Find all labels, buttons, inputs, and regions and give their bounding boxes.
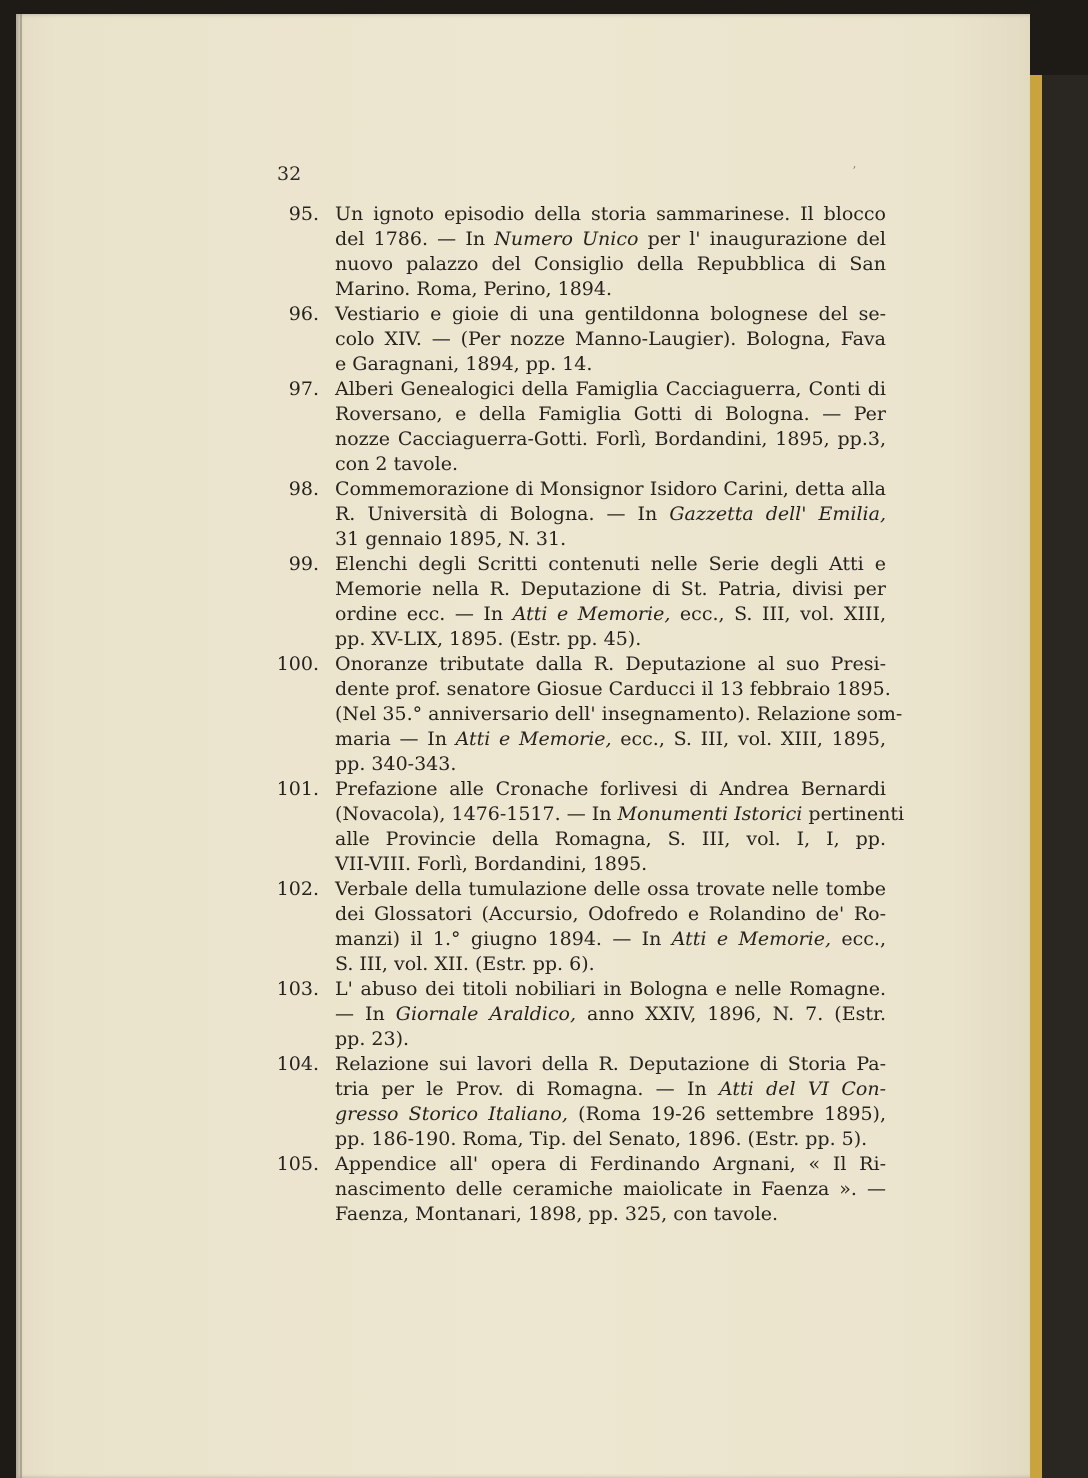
italic-title: Monumenti Istorici [617,803,803,825]
line-text: e Garagnani, 1894, pp. 14. [335,353,593,375]
entry-line [335,1052,886,1077]
entry-number: 98. [288,478,319,500]
bibliography-entry [258,377,886,477]
entry-line [335,402,886,427]
entry-number: 102. [276,878,319,900]
entry-line [335,352,886,377]
bibliography-entry [258,1152,886,1227]
line-text: nuovo palazzo del Consiglio della Repubblica di San [335,253,886,275]
line-text: Faenza, Montanari, 1898, pp. 325, con tavole. [335,1203,779,1225]
bibliography-entry [258,777,905,877]
entry-line [335,1102,886,1127]
background-edge [1042,75,1088,1478]
entry-line [335,877,886,902]
line-text: alle Provincie della Romagna, S. III, vol. I, I, pp. [335,828,886,850]
italic-title: Atti e Memorie, [455,728,612,750]
entry-line [335,427,886,452]
line-text: R. Università di Bologna. — In [335,503,670,525]
line-text: (Roma 19-26 settembre 1895), [567,1103,886,1125]
entry-line [335,502,886,527]
line-text: Prefazione alle Cronache forlivesi di Andrea Bernardi [335,778,886,800]
line-text: Marino. Roma, Perino, 1894. [335,278,613,300]
line-text: Appendice all' opera di Ferdinando Argnani, « Il Ri- [335,1153,886,1175]
entry-number: 104. [276,1053,319,1075]
entry-line [335,852,886,877]
entry-line [335,577,886,602]
entry-line [335,552,886,577]
line-text: Commemorazione di Monsignor Isidoro Carini, detta alla [335,478,886,500]
bibliography-list [258,202,905,1227]
line-text: Un ignoto episodio della storia sammarinese. Il blocco [335,203,886,225]
entry-line [335,752,886,777]
line-text: (Nel 35.° anniversario dell' insegnamento). Relazione som- [335,703,903,725]
binding-line [20,14,22,1478]
italic-title: Numero Unico [494,228,639,250]
entry-line [335,1027,886,1052]
entry-line [335,652,886,677]
entry-line [335,627,886,652]
stray-mark: ʼ [852,164,856,178]
line-text: Onoranze tributate dalla R. Deputazione al suo Presi- [335,653,886,675]
line-text: Roversano, e della Famiglia Gotti di Bologna. — Per [335,403,886,425]
entry-line [335,977,886,1002]
bibliography-entry [258,652,903,777]
italic-title: Gazzetta dell' Emilia, [669,503,886,525]
entry-number: 99. [288,553,319,575]
entry-line [335,477,886,502]
bibliography-entry [258,202,886,302]
page-number: 32 [277,163,302,185]
line-text: pp. XV-LIX, 1895. (Estr. pp. 45). [335,628,642,650]
bibliography-entry [258,1052,886,1152]
italic-title: Atti del VI Con- [719,1078,886,1100]
line-text: 31 gennaio 1895, N. 31. [335,528,567,550]
italic-title: Atti e Memorie, [512,603,671,625]
entry-number: 96. [288,303,319,325]
bibliography-entry [258,477,886,552]
line-text: Verbale della tumulazione delle ossa trovate nelle tombe [335,878,886,900]
entry-line [335,252,886,277]
entry-line [335,702,903,727]
line-text: (Novacola), 1476-1517. — In [335,803,618,825]
line-text: Vestiario e gioie di una gentildonna bolognese del se- [335,303,886,325]
line-text: ecc., S. III, vol. XIII, 1895, [611,728,887,750]
line-text: VII-VIII. Forlì, Bordandini, 1895. [335,853,648,875]
entry-line [335,927,886,952]
entry-line [335,1077,886,1102]
entry-line [335,227,886,252]
line-text: ecc., [831,928,887,950]
bibliography-entry [258,977,886,1052]
entry-line [335,1127,886,1152]
line-text: tria per le Prov. di Romagna. — In [335,1078,720,1100]
entry-line [335,727,886,752]
italic-title: gresso Storico Italiano, [335,1103,568,1125]
line-text: ordine ecc. — In [335,603,513,625]
line-text: pp. 186-190. Roma, Tip. del Senato, 1896. (Estr. pp. 5). [335,1128,868,1150]
italic-title: Giornale Araldico, [395,1003,577,1025]
line-text: per l' inaugurazione del [638,228,887,250]
entry-number: 103. [276,978,319,1000]
line-text: S. III, vol. XII. (Estr. pp. 6). [335,953,595,975]
line-text: pertinenti [802,803,905,825]
entry-line [335,802,905,827]
entry-line [335,952,886,977]
line-text: manzi) il 1.° giugno 1894. — In [335,928,672,950]
line-text: ecc., S. III, vol. XIII, [670,603,887,625]
entry-line [335,1002,886,1027]
line-text: — In [335,1003,396,1025]
entry-line [335,777,886,802]
entry-line [335,377,886,402]
entry-line [335,327,886,352]
line-text: L' abuso dei titoli nobiliari in Bologna e nelle Romagne. [335,978,886,1000]
entry-line [335,527,886,552]
entry-line [335,602,886,627]
entry-line [335,827,886,852]
line-text: Memorie nella R. Deputazione di St. Patria, divisi per [335,578,886,600]
entry-number: 105. [276,1153,319,1175]
line-text: nascimento delle ceramiche maiolicate in Faenza ». — [335,1178,886,1200]
line-text: anno XXIV, 1896, N. 7. (Estr. [576,1003,886,1025]
line-text: con 2 tavole. [335,453,458,475]
italic-title: Atti e Memorie, [671,928,832,950]
bibliography-entry [258,302,886,377]
entry-line [335,902,886,927]
line-text: pp. 340-343. [335,753,457,775]
entry-line [335,277,886,302]
line-text: colo XIV. — (Per nozze Manno-Laugier). Bologna, Fava [335,328,886,350]
line-text: Elenchi degli Scritti contenuti nelle Serie degli Atti e [335,553,886,575]
line-text: del 1786. — In [335,228,495,250]
line-text: dei Glossatori (Accursio, Odofredo e Rolandino de' Ro- [335,903,886,925]
entry-line [335,1202,886,1227]
entry-line [335,202,886,227]
bibliography-entry [258,552,886,652]
entry-number: 100. [276,653,319,675]
line-text: pp. 23). [335,1028,410,1050]
entry-line [335,1177,886,1202]
entry-line [335,677,891,702]
entry-number: 95. [288,203,319,225]
back-page-edge [1030,75,1042,1478]
entry-line [335,1152,886,1177]
entry-line [335,302,886,327]
bibliography-entry [258,877,886,977]
line-text: dente prof. senatore Giosue Carducci il 13 febbraio 1895. [335,678,891,700]
line-text: maria — In [335,728,456,750]
line-text: Alberi Genealogici della Famiglia Cacciaguerra, Conti di [335,378,886,400]
entry-line [335,452,886,477]
entry-number: 101. [276,778,319,800]
entry-number: 97. [288,378,319,400]
line-text: nozze Cacciaguerra-Gotti. Forlì, Bordandini, 1895, pp.3, [335,428,886,450]
line-text: Relazione sui lavori della R. Deputazione di Storia Pa- [335,1053,886,1075]
